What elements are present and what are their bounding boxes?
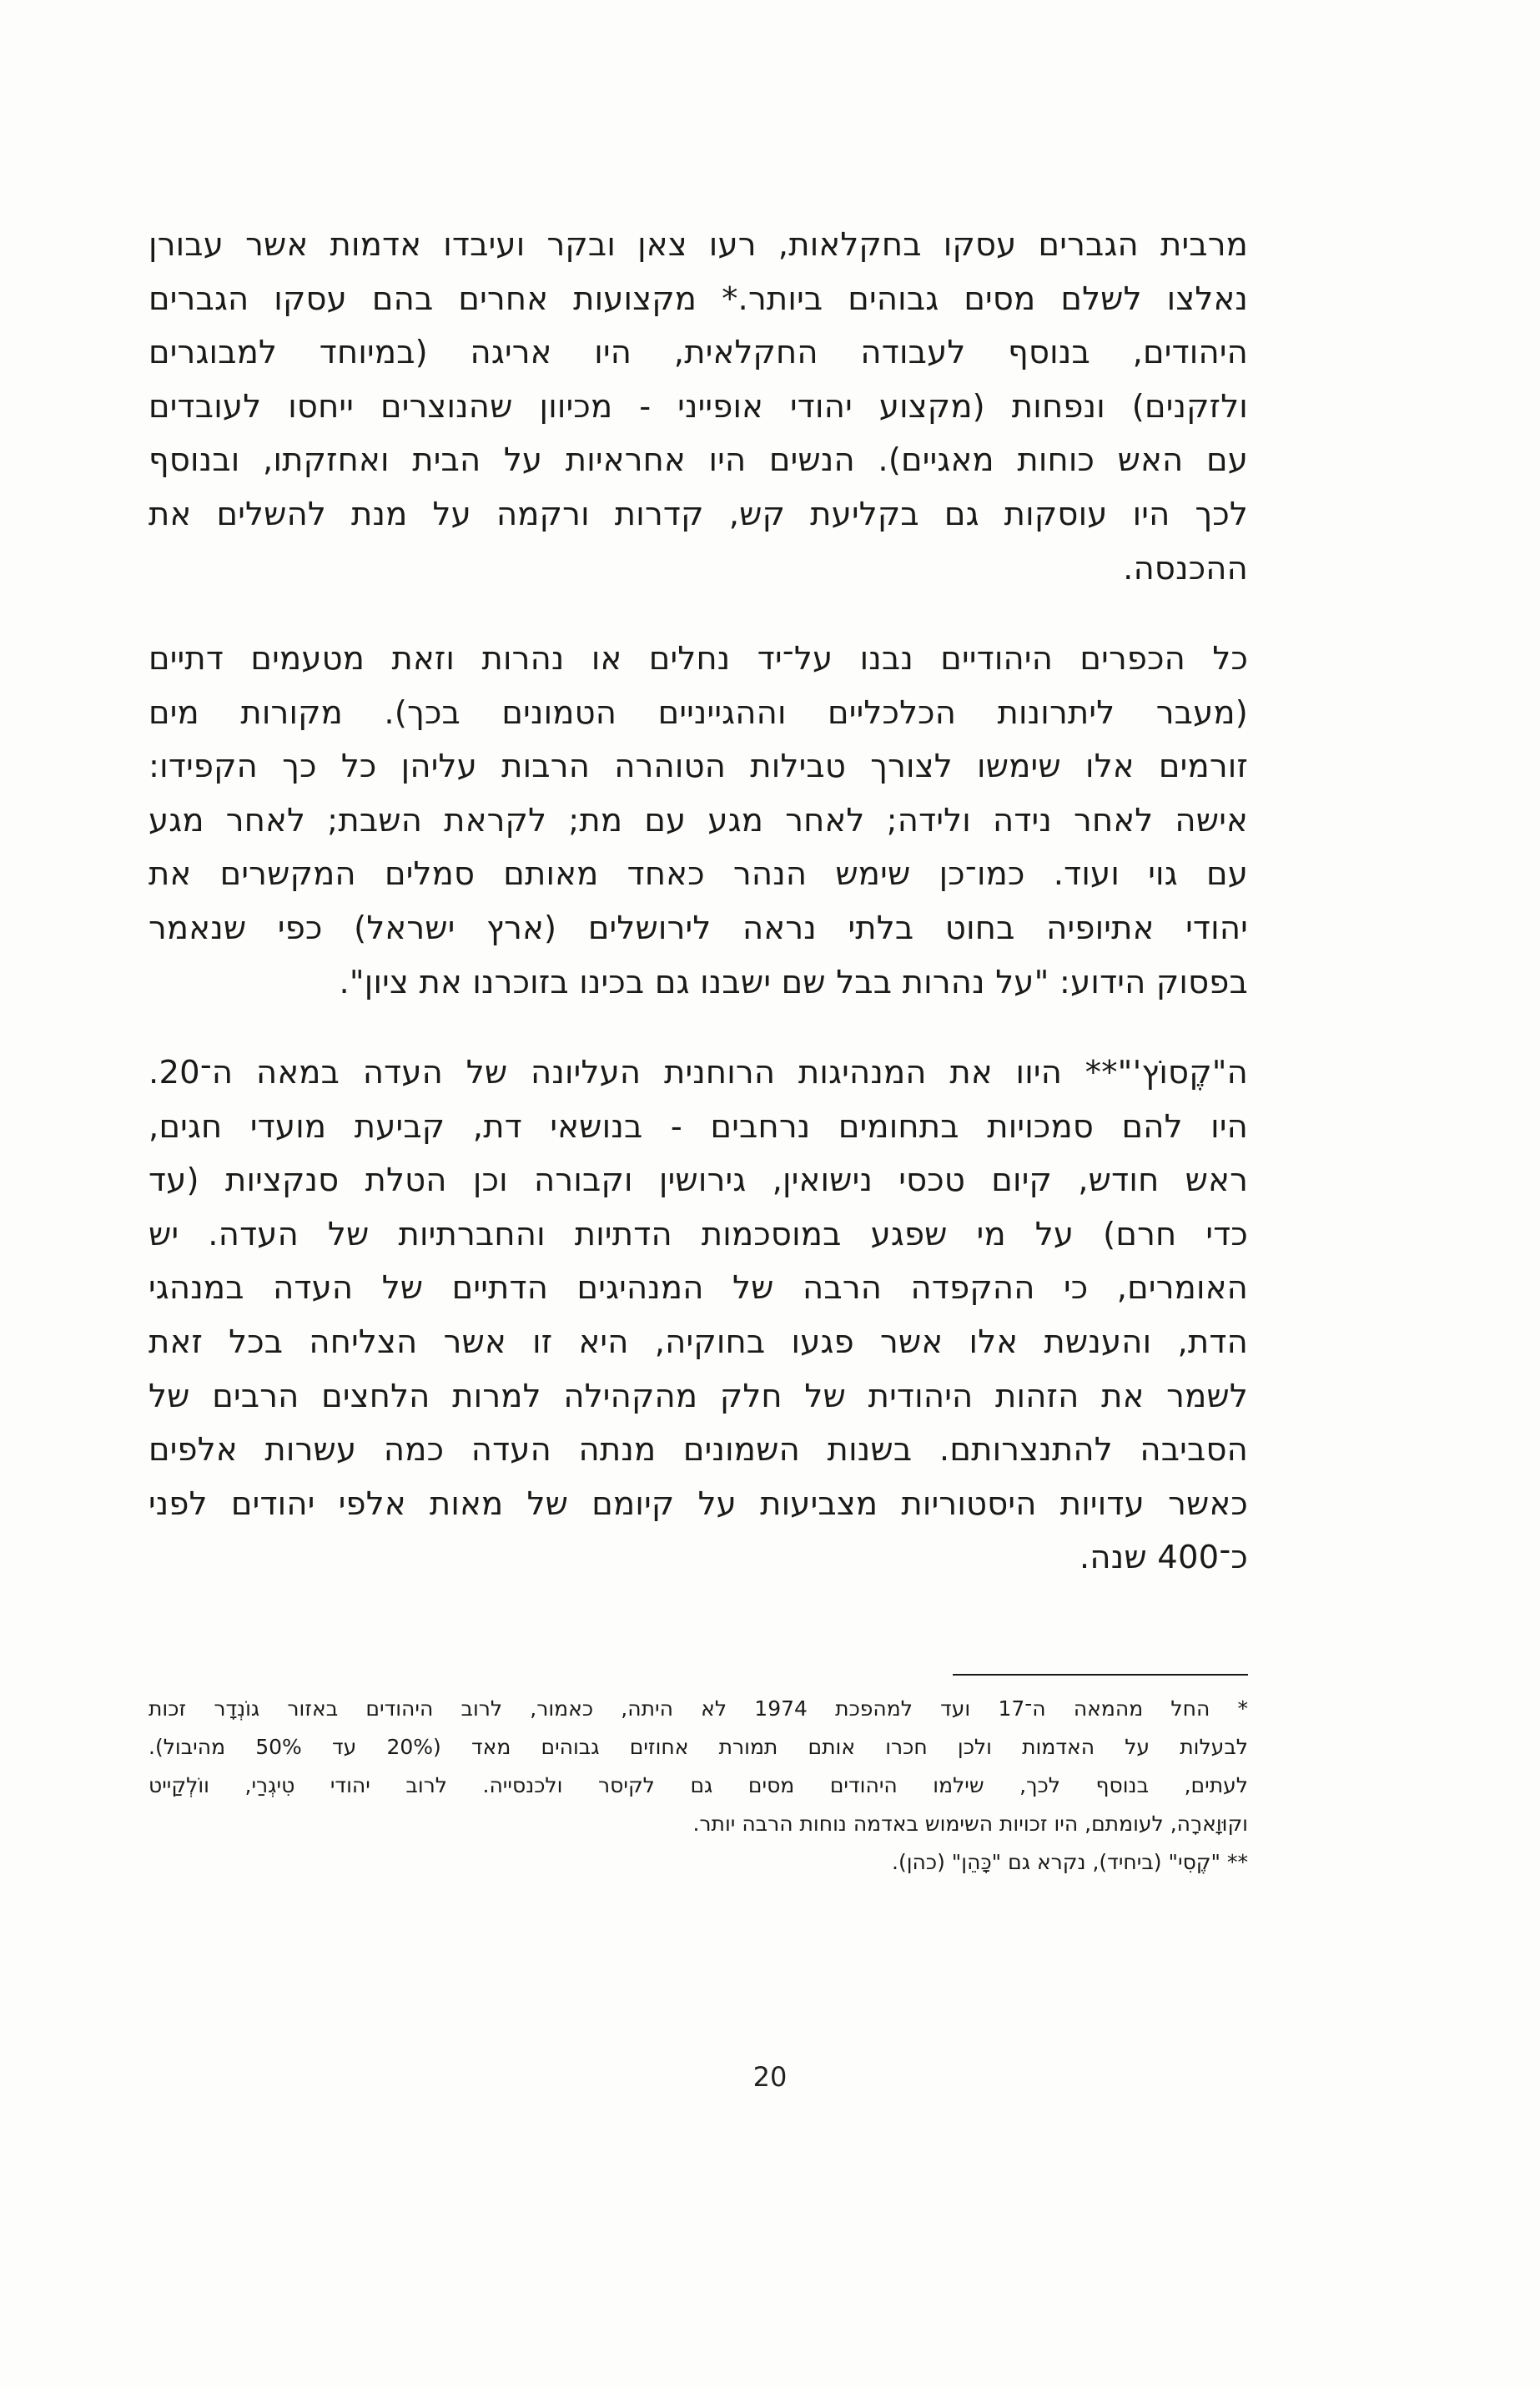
text-line: ולזקנים) ונפחות (מקצוע יהודי אופייני - מכיוון שהנוצרים ייחסו לעובדים	[148, 387, 1248, 426]
text-line: היהודים, בנוסף לעבודה החקלאית, היו אריגה (במיוחד למבוגרים	[148, 334, 1248, 372]
text-line: מרבית הגברים עסקו בחקלאות, רעו צאן ובקר ועיבדו אדמות אשר עבורן	[148, 226, 1248, 264]
footnote-divider	[953, 1674, 1248, 1676]
paragraph-1	[148, 219, 1248, 596]
footnote-line: * החל מהמאה ה־17 ועד למהפכת 1974 לא היתה, כאמור, לרוב היהודים באזור גוֹנְדָר זכות	[148, 1696, 1248, 1721]
text-line: כ־400 שנה.	[1079, 1539, 1248, 1577]
text-line: עם גוי ועוד. כמו־כן שימש הנהר כאחד מאותם סמלים המקשרים את	[148, 855, 1248, 894]
footnotes	[148, 1690, 1248, 1882]
text-line: (מעבר ליתרונות הכלכליים וההגייניים הטמונים בכך). מקורות מים	[148, 693, 1248, 732]
text-line: עם האש כוחות מאגיים). הנשים היו אחראיות על הבית ואחזקתו, ובנוסף	[148, 441, 1248, 480]
footnote-line: לבעלות על האדמות ולכן חכרו אותם תמורת אחוזים גבוהים מאד (20% עד 50% מהיבול).	[148, 1735, 1248, 1759]
text-line: לכך היו עוסקות גם בקליעת קש, קדרות ורקמה על מנת להשלים את	[148, 495, 1248, 533]
text-line: ראש חודש, קיום טכסי נישואין, גירושין וקבורה וכן הטלת סנקציות (עד	[148, 1162, 1248, 1200]
text-line: היו להם סמכויות בתחומים נרחבים - בנושאי דת, קביעת מועדי חגים,	[148, 1107, 1248, 1146]
text-line: הדת, והענשת אלו אשר פגעו בחוקיה, היא זו אשר הצליחה בכל זאת	[148, 1323, 1248, 1361]
text-line: לשמר את הזהות היהודית של חלק מהקהילה למרות הלחצים הרבים של	[148, 1377, 1248, 1415]
paragraph-3	[148, 1046, 1248, 1585]
text-line: יהודי אתיופיה בחוט בלתי נראה לירושלים (ארץ ישראל) כפי שנאמר	[148, 909, 1248, 947]
text-line: ההכנסה.	[1123, 549, 1248, 587]
text-line: הסביבה להתנצרותם. בשנות השמונים מנתה העדה כמה עשרות אלפים	[148, 1431, 1248, 1469]
paragraph-2	[148, 633, 1248, 1010]
text-line: נאלצו לשלם מסים גבוהים ביותר.* מקצועות אחרים בהם עסקו הגברים	[148, 280, 1248, 318]
text-line: זורמים אלו שימשו לצורך טבילות הטוהרה הרבות עליהן כל כך הקפידו:	[148, 748, 1248, 786]
text-line: ה"קֶסוֹץ'"** היוו את המנהיגות הרוחנית העליונה של העדה במאה ה־20.	[148, 1054, 1248, 1091]
footnote-line: לעתים, בנוסף לכך, שילמו היהודים מסים גם לקיסר ולכנסייה. לרוב יהודי טִיגְרַי, ווֹלְקַייט	[148, 1773, 1248, 1797]
footnote-line: וקוּוָארָה, לעומתם, היו זכויות השימוש באדמה נוחות הרבה יותר.	[692, 1812, 1248, 1836]
text-line: האומרים, כי ההקפדה הרבה של המנהיגים הדתיים של העדה במנהגי	[148, 1269, 1248, 1308]
text-line: כל הכפרים היהודיים נבנו על־יד נחלים או נהרות וזאת מטעמים דתיים	[148, 640, 1248, 678]
text-line: בפסוק הידוע: "על נהרות בבל שם ישבנו גם בכינו בזוכרנו את ציון".	[339, 963, 1248, 1001]
text-line: כדי חרם) על מי שפגע במוסכמות הדתיות והחברתיות של העדה. יש	[148, 1215, 1248, 1253]
page-number: 20	[752, 2061, 788, 2093]
footnote-line: ** "קֶסִי" (ביחיד), נקרא גם "כָּהֵן" (כהן).	[892, 1850, 1248, 1874]
text-line: אישה לאחר נידה ולידה; לאחר מגע עם מת; לקראת השבת; לאחר מגע	[148, 801, 1248, 839]
text-line: כאשר עדויות היסטוריות מצביעות על קיומם של מאות אלפי יהודים לפני	[148, 1484, 1248, 1523]
